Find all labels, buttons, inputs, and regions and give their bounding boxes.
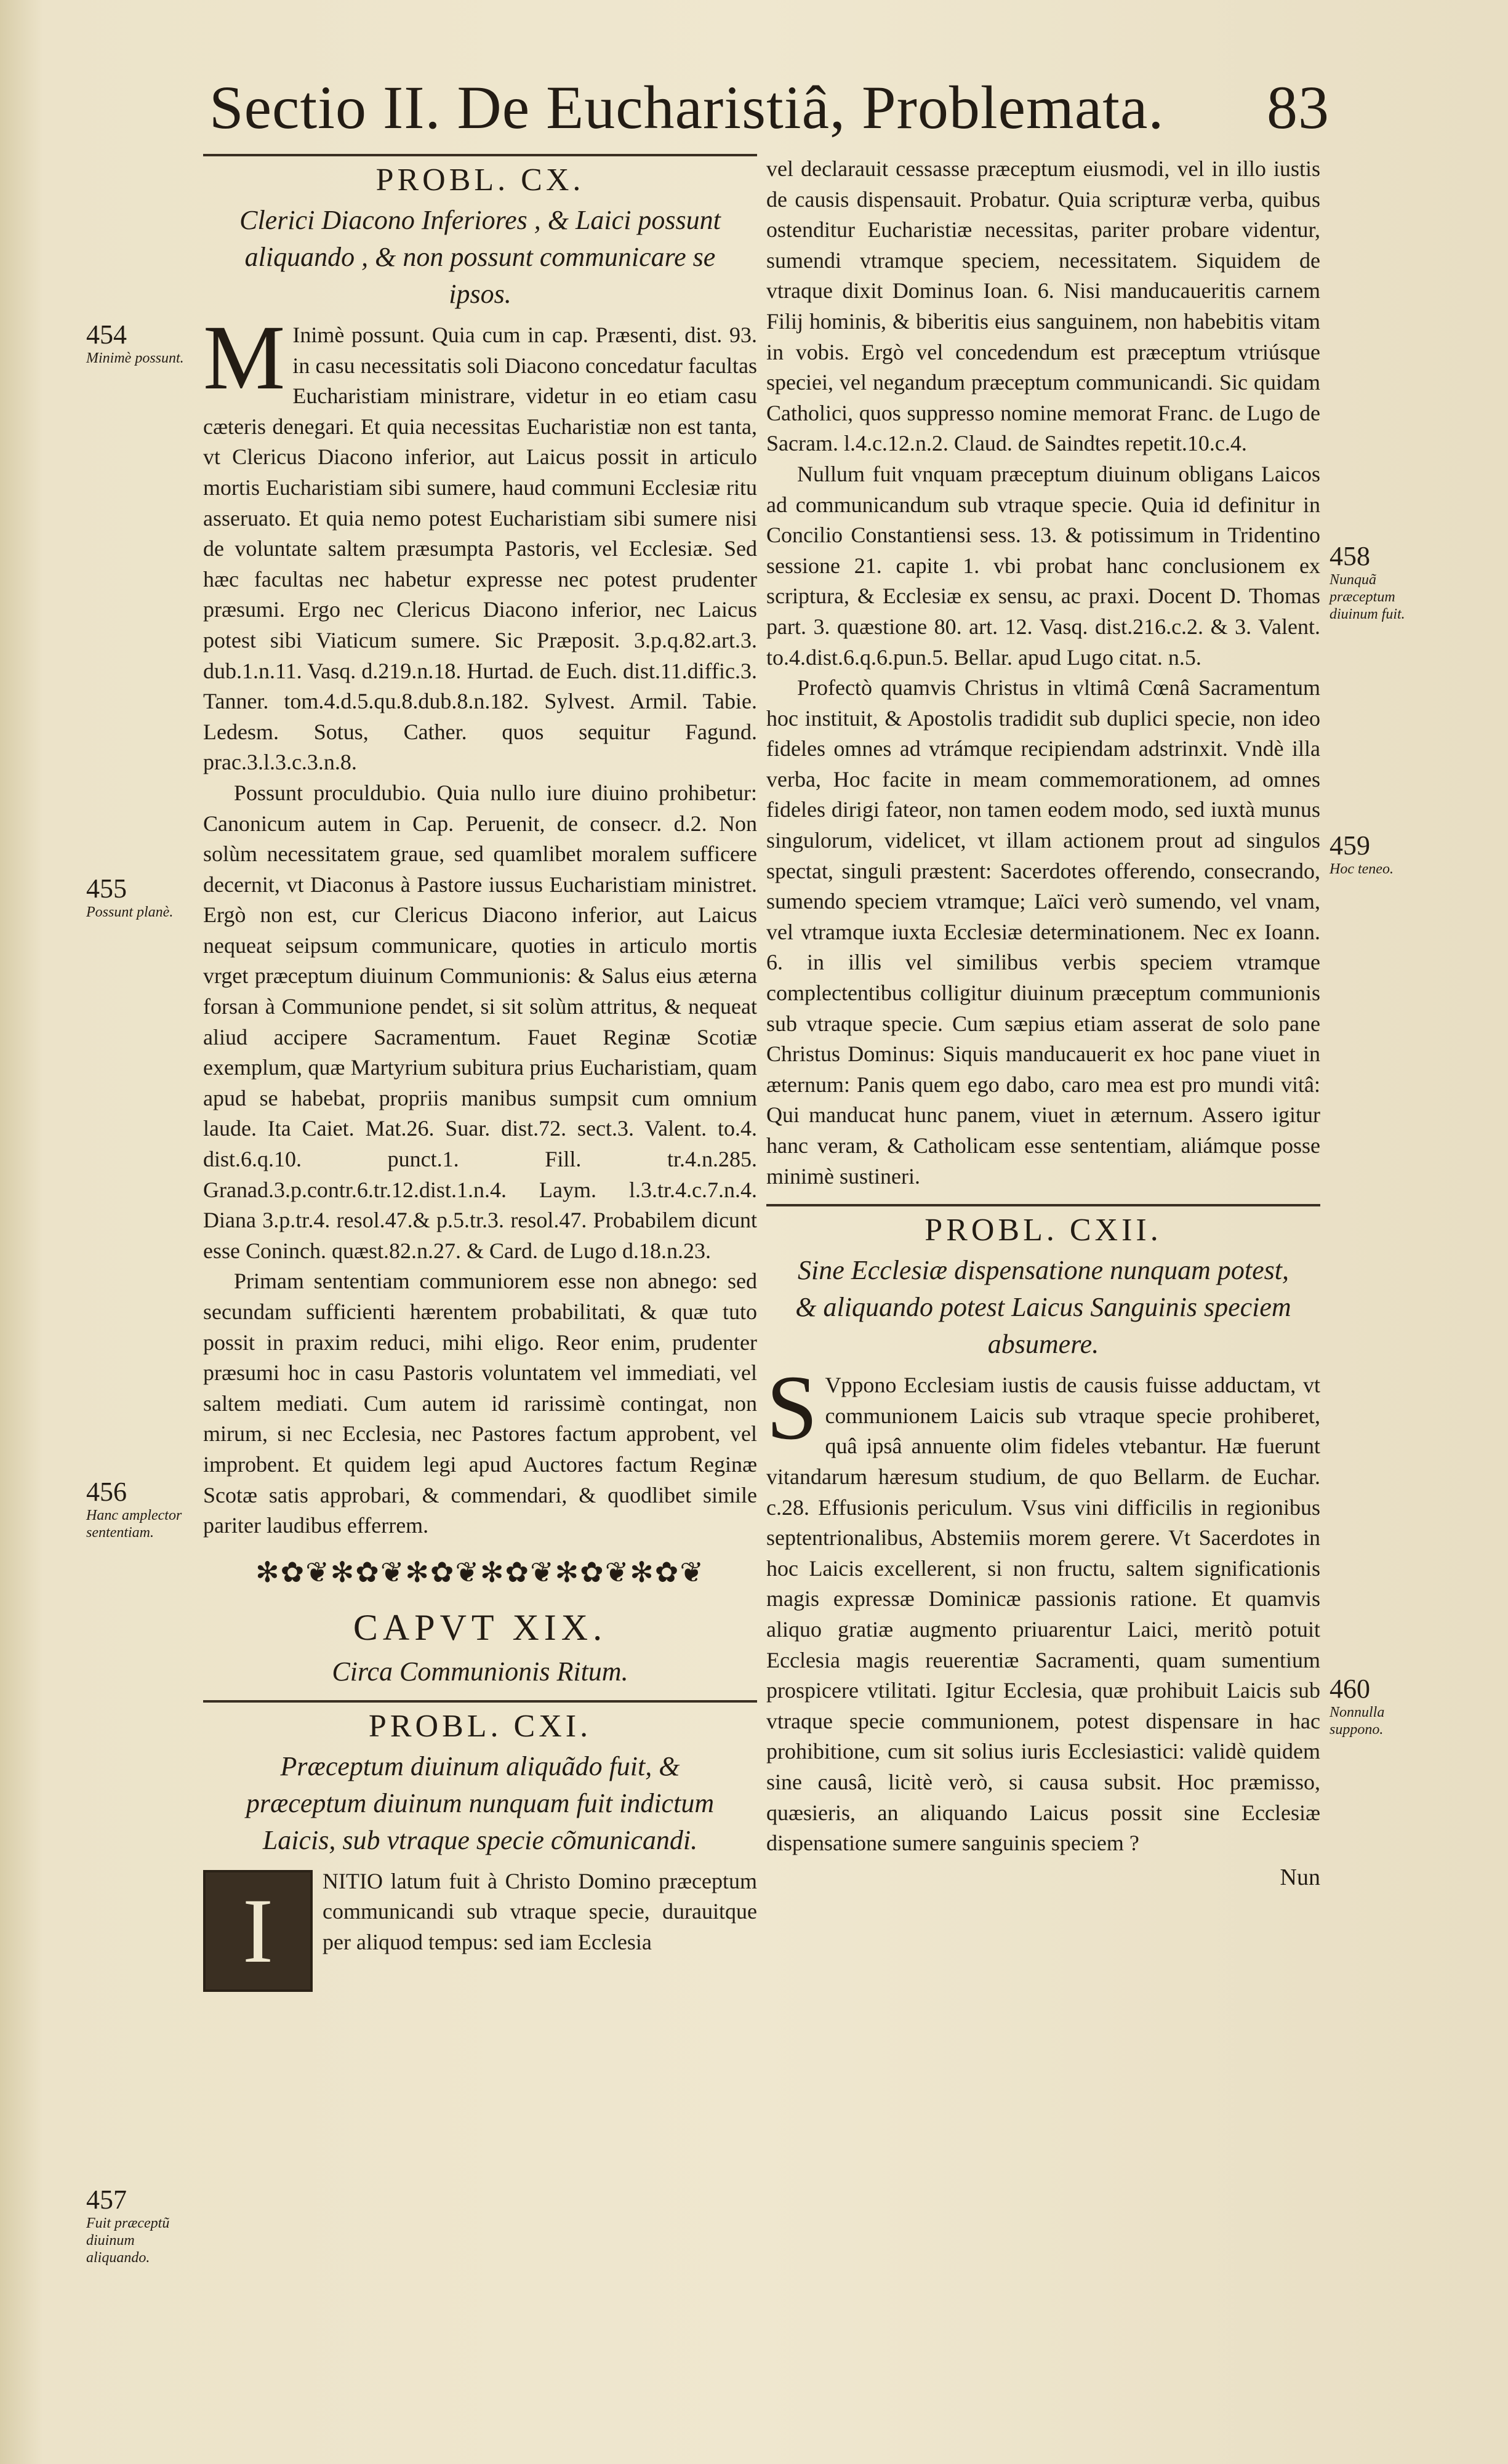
- margin-text: Possunt planè.: [86, 904, 174, 920]
- margin-note: [1330, 831, 1440, 878]
- paragraph-text: NITIO latum fuit à Christo Domino præceptum communicandi sub vtraque specie, durauitque per aliquod tempus: sed iam Ecclesia: [323, 1868, 757, 1954]
- margin-note: [86, 320, 197, 367]
- running-header: [209, 68, 1330, 148]
- margin-text: Fuit præceptũ diuinum aliquando.: [86, 2215, 170, 2266]
- margin-number: 456: [86, 1477, 127, 1507]
- left-column: [203, 154, 757, 1992]
- margin-number: 458: [1330, 541, 1370, 571]
- header-title: Sectio II. De Eucharistiâ, Problemata.: [209, 73, 1165, 142]
- section-rule: [203, 1700, 757, 1703]
- drop-cap: S: [766, 1357, 818, 1459]
- paragraph: Nullum fuit vnquam præceptum diuinum obligans Laicos ad communicandum sub vtraque specie. Quia id definitur in Concilio Constantiensi sess. 13. & potissimum in Tridentino sessione 21. capite 1. vbi probat hanc conclusionem ex scriptura, & Ecclesiæ ex sensu, ac praxi. Docent D. Thomas part. 3. quæstione 80. art. 12. Vasq. dist.216.c.2. & 3. Valent. to.4.dist.6.q.6.pun.5. Bellar. apud Lugo citat. n.5.: [766, 461, 1320, 670]
- margin-note: [1330, 542, 1440, 623]
- margin-text: Minimè possunt.: [86, 350, 184, 366]
- margin-text: Hanc amplector sententiam.: [86, 1507, 182, 1541]
- paragraph-text: Vppono Ecclesiam iustis de causis fuisse adductam, vt communionem Laicis sub vtraque specie prohiberet, quâ ipsâ annuente olim fideles vtebantur. Hæ fuerunt vitandarum hæresum studium, de quo Bellarm. de Euchar. c.28. Effusionis periculum. Vsus vini difficilis in regionibus septentrionalibus, Abstemiis morem gerere. Vt Sacerdotes in hoc Laicis excellerent, si non fructu, saltem significationis magis expressæ Dominicæ passionis ratione. Et quamvis aliquo gratiæ augmento priuarentur Laici, meritò potuit Ecclesia magis reuerentiæ Sacramenti, quam sumentium prospicere vtilitati. Igitur Ecclesia, quæ prohibuit Laicis sub vtraque specie communionem, potest dispensare in hac prohibitione, cum sit solius iuris Ecclesiastici: validè quidem sine causâ, licitè verò, si causa subsit. Hoc præmisso, quæsieris, an aliquando Laicus possit sine Ecclesiæ dispensatione sumere sanguinis speciem ?: [766, 1373, 1320, 1856]
- right-column: [766, 154, 1320, 1891]
- problem-label: PROBL. CXII.: [924, 1213, 1162, 1248]
- problem-label: PROBL. CX.: [375, 163, 585, 198]
- paragraph: [203, 1866, 757, 1982]
- margin-number: 454: [86, 319, 127, 350]
- paragraph: [766, 1357, 1320, 1859]
- chapter-title: Circa Communionis Ritum.: [332, 1656, 628, 1687]
- problem-title: Præceptum diuinum aliquãdo fuit, & præceptum diuinum nunquam fuit indictum Laicis, sub vtraque specie cõmunicandi.: [246, 1751, 715, 1855]
- paragraph: Primam sententiam communiorem esse non abnego: sed secundam sufficienti hærentem probabilitati, & quæ tuto possit in praxim reduci, mihi eligo. Reor enim, prudenter præsumi hoc in casu Pastoris voluntatem vel immediati, vel saltem mediati. Cum autem id rarissimè contingat, non mirum, si nec Ecclesia, nec Pastores factum approbent, vel improbent. Et quidem legi apud Auctores factum Reginæ Scotæ satis approbari, & commendari, & quodlibet simile pariter laudibus efferrem.: [203, 1269, 757, 1538]
- paragraph-text: Inimè possunt. Quia cum in cap. Præsenti, dist. 93. in casu necessitatis soli Diacono concedatur facultas Eucharistiam ministrare, videtur in eo etiam casu cæteris denegari. Et quia necessitas Eucharistiæ non est tanta, vt Clericus Diacono inferior, aut Laicus possit in articulo mortis Eucharistiam sibi sumere, haud communi Ecclesiæ ritu asseruato. Et quia nemo potest Eucharistiam sibi sumere nisi de voluntate saltem præsumpta Pastoris, vel Ecclesiæ. Sed hæc facultas nec habetur expresse nec potest prudenter præsumi. Ergo nec Clericus Diacono inferior, nec Laicus potest sibi Viaticum sumere. Sic Præposit. 3.p.q.82.art.3. dub.1.n.11. Vasq. d.219.n.18. Hurtad. de Euch. dist.11.diffic.3. Tanner. tom.4.d.5.qu.8.dub.8.n.182. Sylvest. Armil. Tabie. Ledesm. Sotus, Cather. quos sequitur Fagund. prac.3.l.3.c.3.n.8.: [203, 323, 757, 775]
- margin-text: Nunquã præceptum diuinum fuit.: [1330, 572, 1405, 622]
- section-rule: [766, 1204, 1320, 1206]
- problem-title: Clerici Diacono Inferiores , & Laici possunt aliquando , & non possunt communicare se ipsos.: [239, 205, 721, 309]
- margin-number: 459: [1330, 830, 1370, 861]
- margin-number: 457: [86, 2185, 127, 2215]
- section-rule: [203, 154, 757, 156]
- problem-label: PROBL. CXI.: [368, 1708, 592, 1744]
- margin-text: Nonnulla suppono.: [1330, 1704, 1385, 1738]
- ornamental-border: ✻✿❦✻✿❦✻✿❦✻✿❦✻✿❦✻✿❦: [255, 1556, 705, 1588]
- margin-text: Hoc teneo.: [1330, 861, 1394, 877]
- catchword: Nun: [1280, 1864, 1320, 1890]
- page-number: 83: [1267, 73, 1330, 142]
- margin-number: 455: [86, 873, 127, 904]
- margin-number: 460: [1330, 1674, 1370, 1704]
- margin-note: [86, 874, 197, 921]
- margin-note: [1330, 1674, 1440, 1738]
- problem-title: Sine Ecclesiæ dispensatione nunquam potest, & aliquando potest Laicus Sanguinis speciem absumere.: [795, 1255, 1291, 1360]
- paragraph: [203, 307, 757, 778]
- paragraph: vel declarauit cessasse præceptum eiusmodi, vel in illo iustis de causis dispensauit. Probatur. Quia scripturæ verba, quibus ostenditur Eucharistiæ necessitas, pariter probare videntur, sumendi vtramque speciem, necessitatem. Siquidem de vtraque dixit Dominus Ioan. 6. Nisi manducaueritis carnem Filij hominis, & biberitis eius sanguinem, non habebitis vitam in vobis. Ergò vel concedendum est præceptum vtriúsque speciei, vel negandum præceptum communicandi. Sic quidam Catholici, quos suppresso nomine memorat Franc. de Lugo de Sacram. l.4.c.12.n.2. Claud. de Saindtes repetit.10.c.4.: [766, 156, 1320, 456]
- chapter-heading: CAPVT XIX.: [353, 1607, 608, 1648]
- paragraph: Possunt proculdubio. Quia nullo iure diuino prohibetur: Canonicum autem in Cap. Peruenit, de consecr. d.2. Non solùm necessitatem graue, sed quamlibet moralem sufficere decernit, vt Diaconus à Pastore iussus Eucharistiam ministret. Ergò non est, cur Clericus Diacono inferior, aut Laicus nequeat seipsum communicare, quoties in articulo mortis vrget præceptum diuinum Communionis: & Salus eius æterna forsan à Communione pendet, si sit solùm attritus, & nequeat aliud accipere Sacramentum. Fauet Reginæ Scotiæ exemplum, quæ Martyrium subitura prius Eucharistiam, quam apud se habebat, propriis manibus sumpsit cum omnium laude. Ita Caiet. Mat.26. Suar. dist.72. sect.3. Valent. to.4. dist.6.q.10. punct.1. Fill. tr.4.n.285. Granad.3.p.contr.6.tr.12.dist.1.n.4. Laym. l.3.tr.4.c.7.n.4. Diana 3.p.tr.4. resol.47.& p.5.tr.3. resol.47. Probabilem dicunt esse Coninch. quæst.82.n.27. & Card. de Lugo d.18.n.23.: [203, 780, 757, 1263]
- paragraph: Profectò quamvis Christus in vltimâ Cœnâ Sacramentum hoc instituit, & Apostolis tradidit sub duplici specie, non ideo fideles omnes ad vtrámque recipiendam adstrinxit. Vndè illa verba, Hoc facite in meam commemorationem, ad omnes fideles dirigi fateor, non tamen eodem modo, sed iuxtà munus singulorum, videlicet, vt illam actionem prout ad singulos spectat, singuli præstent: Sacerdotes offerendo, consecrando, sumendo speciem vtramque; Laïci verò sumendo, vel vnam, vel vtramque iuxta Ecclesiæ determinationem. Nec ex Ioann. 6. in illis vel similibus verbis speciem vtramque complectentibus colligitur diuinum præceptum communionis sub vtraque specie. Cum sæpius etiam asserat de solo pane Christus Dominus: Siquis manducauerit ex hoc pane viuet in æternum: Panis quem ego dabo, caro mea est pro mundi vitâ: Qui manducat hunc panem, viuet in æternum. Assero igitur hanc veram, & Catholicam esse sententiam, aliámque posse minimè sustineri.: [766, 675, 1320, 1189]
- drop-cap: M: [203, 307, 286, 409]
- margin-note: [86, 2185, 197, 2266]
- decorated-initial: I: [203, 1870, 313, 1992]
- margin-note: [86, 1477, 197, 1541]
